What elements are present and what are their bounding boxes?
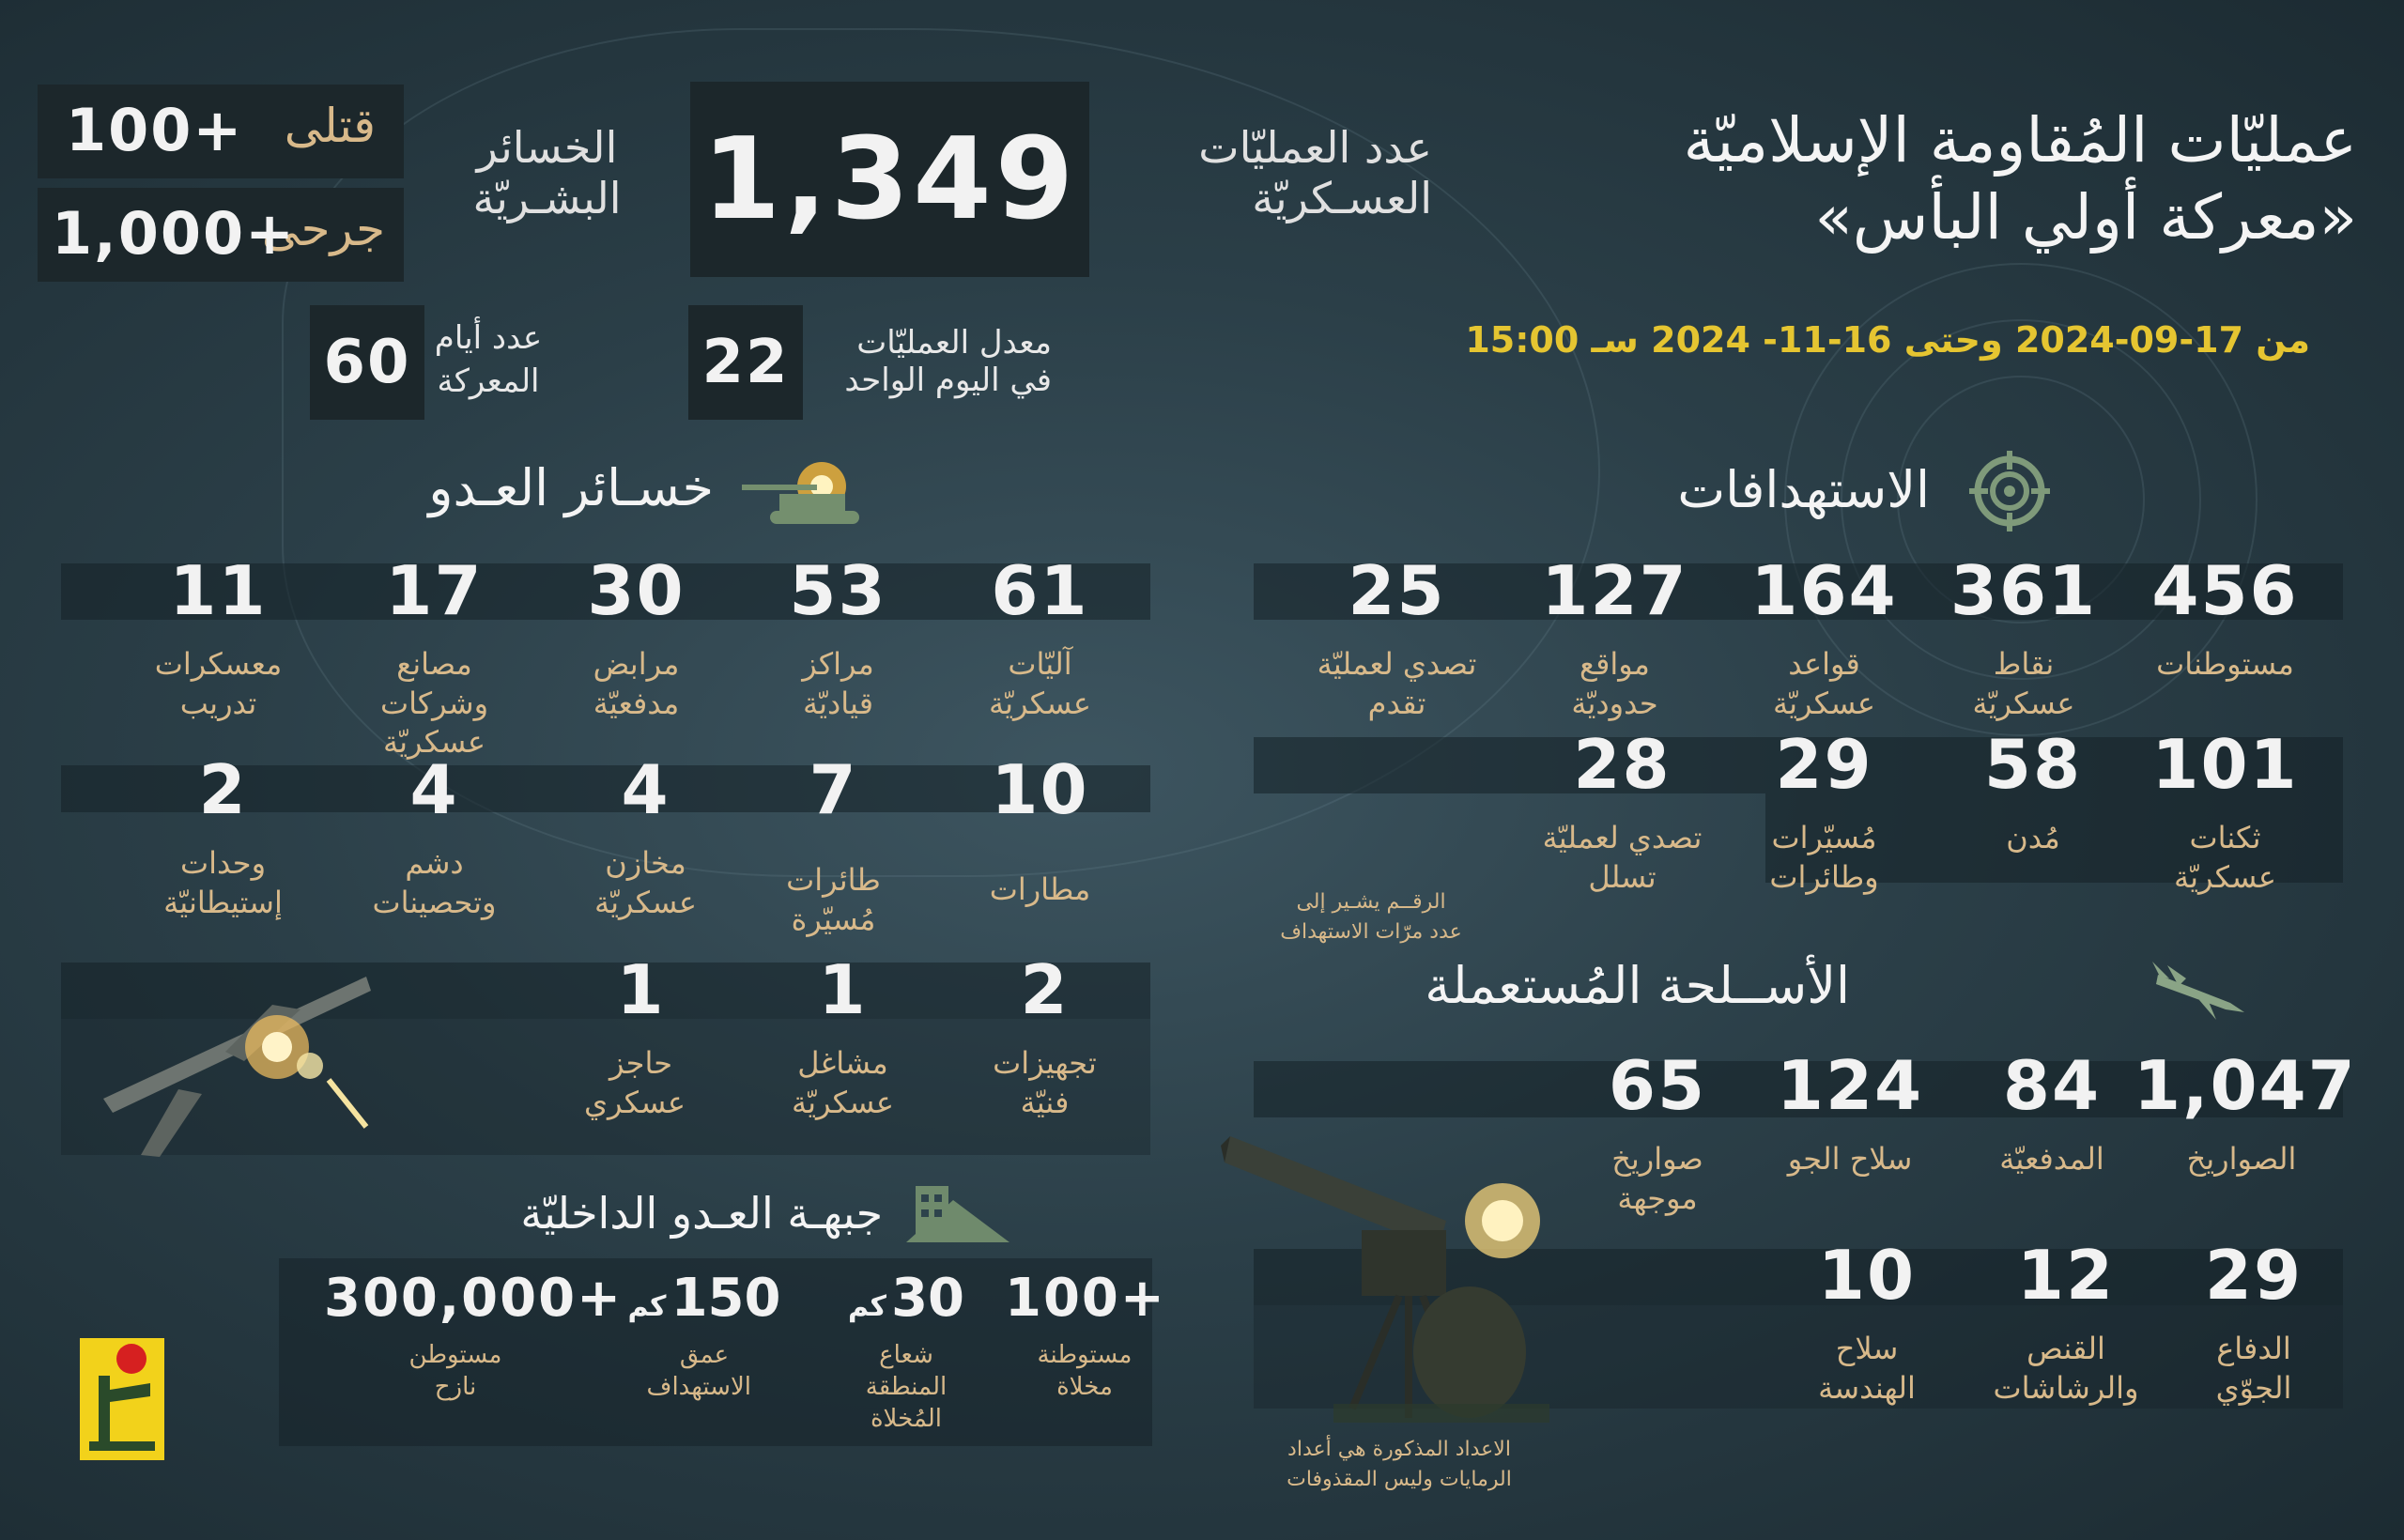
target-label: نقاط عسكريّة — [1972, 646, 2075, 721]
targets-note-line1: الرقــم يشـير إلى — [1296, 890, 1446, 914]
weapon-label: سلاح الجو — [1787, 1141, 1913, 1177]
target-value: 101 — [2151, 725, 2299, 804]
target-stat — [1723, 725, 1925, 897]
loss-label: مشاغل عسكريّة — [791, 1045, 895, 1120]
enemy-losses-title: خسـائر العـدو — [428, 458, 714, 517]
operations-count: 1,349 — [701, 114, 1078, 245]
target-label: مُسيّرات وطائرات — [1769, 820, 1879, 895]
weapon-value: 84 — [2002, 1046, 2102, 1125]
weapon-label: صواريخ موجهة — [1611, 1141, 1703, 1216]
target-value: 456 — [2151, 551, 2299, 630]
weapon-value: 124 — [1776, 1046, 1924, 1125]
weapon-stat — [1949, 1046, 2155, 1179]
home-front-value: 300,000+ — [324, 1268, 623, 1329]
targets-note — [1244, 887, 1498, 947]
operations-label-line1: عدد العمليّات — [1198, 122, 1432, 173]
loss-label: مخازن عسكريّة — [593, 845, 698, 920]
target-stat — [1521, 725, 1723, 897]
loss-value: 2 — [198, 750, 248, 829]
weapons-note-line2: الرمايات وليس المقذوفات — [1287, 1467, 1512, 1491]
operations-label-line2: العسـكريّة — [1252, 173, 1432, 223]
weapon-label: سلاح الهندسة — [1818, 1331, 1916, 1406]
weapon-label: المدفعيّة — [1999, 1141, 2104, 1177]
loss-value: 30 — [587, 551, 686, 630]
loss-value: 4 — [621, 750, 670, 829]
loss-stat — [732, 750, 934, 939]
crosshair-icon — [1967, 449, 2052, 533]
weapon-value: 65 — [1608, 1046, 1707, 1125]
loss-value: 1 — [818, 950, 868, 1029]
organization-logo — [80, 1338, 164, 1460]
loss-value: 17 — [385, 551, 484, 630]
loss-label: مراكز قياديّة — [802, 646, 874, 721]
target-value: 127 — [1541, 551, 1688, 630]
battle-days-box — [310, 305, 424, 420]
operations-label — [1103, 122, 1432, 223]
home-front-value: 100+ — [1005, 1268, 1166, 1329]
loss-stat — [939, 750, 1141, 910]
loss-stat — [535, 551, 737, 723]
loss-label: آليّات عسكريّة — [988, 646, 1092, 721]
daily-rate-label-line1: معدل العمليّات — [856, 324, 1052, 362]
target-stat — [1514, 551, 1716, 723]
weapon-stat — [2150, 1236, 2357, 1408]
target-label: مُدن — [2006, 820, 2060, 855]
loss-value: 4 — [409, 750, 459, 829]
home-front-stat — [601, 1268, 808, 1404]
page-subtitle: «معركة أولي البأس» — [1814, 181, 2357, 254]
loss-stat — [117, 551, 319, 723]
loss-value: 2 — [1020, 950, 1070, 1029]
target-stat — [2124, 551, 2326, 685]
weapon-stat — [2134, 1046, 2357, 1179]
loss-stat — [944, 950, 1146, 1122]
daily-rate-box — [688, 305, 803, 420]
weapon-label: القنص والرشاشات — [1993, 1331, 2139, 1406]
weapon-stat — [1764, 1236, 1970, 1408]
page-title: عمليّات المُقاومة الإسلاميّة — [1683, 104, 2357, 177]
loss-label: وحدات إستيطانيّة — [163, 845, 283, 920]
home-front-label: عمق الاستهداف — [646, 1341, 751, 1401]
target-value: 29 — [1775, 725, 1873, 804]
loss-stat — [540, 950, 742, 1122]
target-stat — [1296, 551, 1498, 723]
targets-title: الاستهدافات — [1677, 460, 1930, 519]
target-label: مستوطنات — [2156, 646, 2294, 682]
target-value: 58 — [1983, 725, 2083, 804]
loss-label: طائرات مُسيّرة — [786, 862, 881, 937]
drone-image — [85, 939, 385, 1164]
home-front-stat — [1005, 1268, 1164, 1404]
loss-stat — [742, 950, 944, 1122]
home-front-value: 150 — [670, 1268, 781, 1329]
target-label: قواعد عسكريّة — [1772, 646, 1876, 721]
loss-label: دشم وتحصينات — [372, 845, 497, 920]
killed-box — [38, 85, 404, 178]
human-losses-label — [427, 122, 667, 223]
home-front-unit: كم — [627, 1290, 667, 1323]
weapon-value: 12 — [2016, 1236, 2116, 1315]
loss-label: تجهيزات فنيّة — [993, 1045, 1097, 1120]
loss-label: مرابض مدفعيّة — [593, 646, 680, 721]
battle-days-label-line2: المعركة — [437, 362, 540, 400]
home-front-value: 30 — [891, 1268, 964, 1329]
loss-value: 7 — [809, 750, 858, 829]
target-value: 361 — [1949, 551, 2098, 630]
loss-value: 53 — [789, 551, 887, 630]
weapon-stat — [1958, 1236, 2174, 1408]
missile-icon — [2150, 958, 2254, 1024]
operations-count-box — [690, 82, 1089, 277]
killed-label: قتلى — [284, 99, 376, 153]
weapon-value: 10 — [1817, 1236, 1917, 1315]
tank-explosion-icon — [732, 449, 883, 533]
human-losses-label-line1: الخسائر — [476, 122, 618, 173]
loss-label: مصانع وشركات عسكريّة — [379, 646, 489, 761]
loss-stat — [939, 551, 1141, 723]
target-value: 25 — [1348, 551, 1446, 630]
daily-rate-label — [808, 324, 1052, 399]
loss-stat — [737, 551, 939, 723]
loss-value: 1 — [616, 950, 666, 1029]
home-front-title: جبهـة العـدو الداخليّة — [520, 1188, 883, 1239]
loss-stat — [545, 750, 747, 922]
missile-launcher-image — [1221, 1117, 1596, 1427]
target-label: مواقع حدوديّة — [1571, 646, 1658, 721]
target-label: تصدي لعمليّة تسلل — [1542, 820, 1703, 895]
target-stat — [1930, 725, 2136, 858]
target-stat — [1723, 551, 1925, 723]
home-front-label: شعاع المنطقة المُخلاة — [865, 1341, 948, 1433]
battle-days-label — [427, 319, 549, 400]
loss-stat — [122, 750, 324, 922]
home-front-unit: كم — [847, 1290, 886, 1323]
loss-label: حاجز عسكري — [583, 1045, 686, 1120]
target-value: 28 — [1573, 725, 1672, 804]
weapon-value: 29 — [2204, 1236, 2304, 1315]
weapons-note — [1249, 1435, 1549, 1495]
target-label: تصدي لعمليّة تقدم — [1317, 646, 1477, 721]
wounded-box — [38, 188, 404, 282]
loss-label: مطارات — [989, 871, 1091, 907]
home-front-stat — [817, 1268, 995, 1435]
loss-stat — [333, 750, 535, 922]
header — [1683, 103, 2357, 258]
target-stat — [1925, 551, 2122, 723]
weapon-label: الدفاع الجوّي — [2215, 1331, 2292, 1406]
weapons-note-line1: الاعداد المذكورة هي أعداد — [1287, 1438, 1511, 1461]
loss-label: معسكرات تدريب — [154, 646, 283, 721]
weapon-label: الصواريخ — [2186, 1141, 2297, 1177]
daily-rate-value: 22 — [701, 328, 790, 397]
target-value: 164 — [1750, 551, 1898, 630]
targets-note-line2: عدد مرّات الاستهداف — [1280, 919, 1462, 944]
weapon-stat — [1747, 1046, 1953, 1179]
loss-value: 61 — [991, 551, 1089, 630]
home-front-label: مستوطن نازح — [408, 1341, 502, 1401]
killed-value: 100+ — [66, 96, 244, 164]
battle-days-label-line1: عدد أيام — [434, 319, 543, 357]
home-front-label: مستوطنة مخلاة — [1037, 1341, 1133, 1401]
weapon-value: 1,047 — [2134, 1046, 2357, 1125]
loss-stat — [333, 551, 535, 762]
battle-days-value: 60 — [323, 328, 411, 397]
loss-value: 10 — [991, 750, 1089, 829]
target-label: ثكنات عسكريّة — [2173, 820, 2277, 895]
wounded-value: 1,000+ — [52, 199, 297, 268]
building-icon — [906, 1181, 1019, 1247]
date-range: من 17-09-2024 وحتى 16-11- 2024 سـ 15:00 — [1465, 319, 2310, 361]
wounded-label: جرحى — [261, 202, 385, 256]
loss-value: 11 — [169, 551, 268, 630]
home-front-stat — [324, 1268, 623, 1404]
human-losses-label-line2: البشـريّة — [472, 173, 622, 223]
daily-rate-label-line2: في اليوم الواحد — [844, 362, 1052, 399]
target-stat — [2124, 725, 2326, 897]
weapons-title: الأســلحة المُستعملة — [1425, 956, 1850, 1015]
